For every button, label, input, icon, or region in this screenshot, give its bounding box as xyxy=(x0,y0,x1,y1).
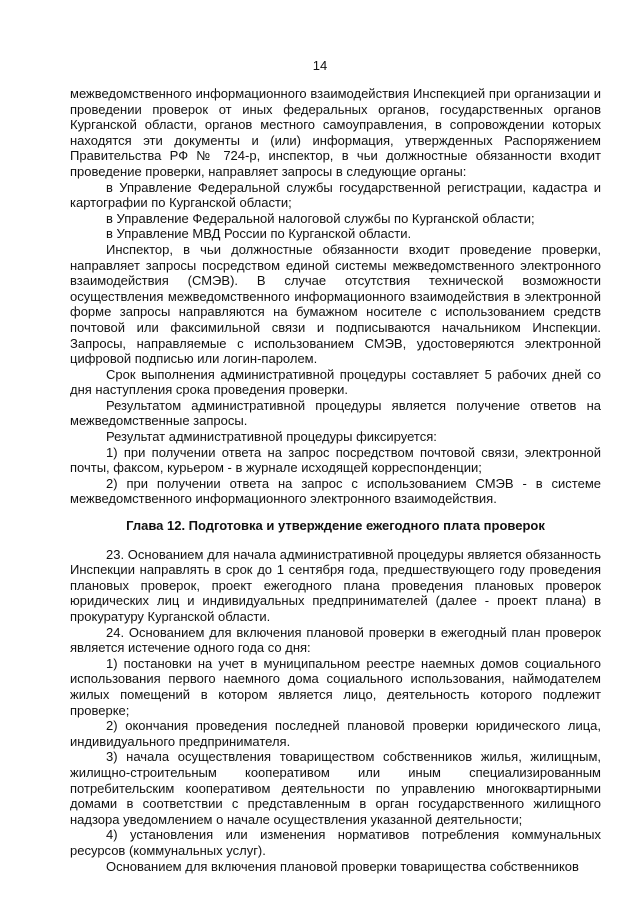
paragraph: 2) окончания проведения последней плановой проверки юридического лица, индивидуального предпринимателя. xyxy=(70,718,601,749)
paragraph: 4) установления или изменения нормативов потребления коммунальных ресурсов (коммунальных услуг). xyxy=(70,827,601,858)
paragraph: в Управление Федеральной налоговой службы по Курганской области; xyxy=(106,210,535,226)
paragraph: Срок выполнения административной процедуры составляет 5 рабочих дней со дня наступления срока проведения проверки. xyxy=(70,366,601,398)
document-body xyxy=(70,86,601,874)
paragraph: Результатом административной процедуры является получение ответов на межведомственные запросы. xyxy=(70,397,601,429)
paragraph: 1) при получении ответа на запрос посредством почтовой связи, электронной почты, факсом, курьером - в журнале исходящей корреспонденции; xyxy=(70,444,601,476)
paragraph: 24. Основанием для включения плановой проверки в ежегодный план проверок является истечение одного года со дня: xyxy=(70,624,601,656)
paragraph: в Управление Федеральной службы государственной регистрации, кадастра и картографии по Курганской области; xyxy=(70,179,601,211)
section-before-heading xyxy=(70,86,601,507)
chapter-heading: Глава 12. Подготовка и утверждение ежегодного плата проверок xyxy=(126,518,545,534)
paragraph: 23. Основанием для начала административной процедуры является обязанность Инспекции направлять в срок до 1 сентября года, предшествующего году проведения плановых проверок, проект ежегодного плана проведения плановых проверок юридических лиц и индивидуальных предпринимателей (далее - проект плана) в прокуратуру Курганской области. xyxy=(70,546,601,624)
page-number: 14 xyxy=(312,58,328,73)
paragraph: 1) постановки на учет в муниципальном реестре наемных домов социального использования первого наемного дома социального использования, наймодателем жилых помещений в котором является лицо, деятельность которого подлежит проверке; xyxy=(70,655,601,718)
section-after-heading xyxy=(70,547,601,874)
paragraph: Результат административной процедуры фиксируется: xyxy=(106,429,437,445)
paragraph: Основанием для включения плановой проверки товарищества собственников xyxy=(106,858,579,874)
paragraph: 2) при получении ответа на запрос с использованием СМЭВ - в системе межведомственного информационного электронного взаимодействия. xyxy=(70,475,601,507)
paragraph: 3) начала осуществления товариществом собственников жилья, жилищным, жилищно-строительным кооперативом или иным специализированным потребительским кооперативом деятельности по управлению многоквартирными домами в соответствии с представленным в орган государственного жилищного надзора уведомлением о начале осуществления указанной деятельности; xyxy=(70,749,601,827)
paragraph: Инспектор, в чьи должностные обязанности входит проведение проверки, направляет запросы посредством единой системы межведомственного электронного взаимодействия (СМЭВ). В случае отсутствия технической возможности осуществления межведомственного информационного взаимодействия в электронной форме запросы направляются на бумажном носителе с использованием средств почтовой или факсимильной связи и подписываются начальником Инспекции. Запросы, направляемые с использованием СМЭВ, удостоверяются электронной цифровой подписью или логин-паролем. xyxy=(70,241,601,367)
paragraph: в Управление МВД России по Курганской области. xyxy=(106,226,412,242)
paragraph: межведомственного информационного взаимодействия Инспекцией при организации и проведении проверок от иных федеральных органов, государственных органов Курганской области, органов местного самоуправления, в сопровождении которых находятся эти документы и (или) информация, утвержденных Распоряжением Правительства РФ № 724-р, инспектор, в чьи должностные обязанности входит проведение проверки, направляет запросы в следующие органы: xyxy=(70,86,601,179)
